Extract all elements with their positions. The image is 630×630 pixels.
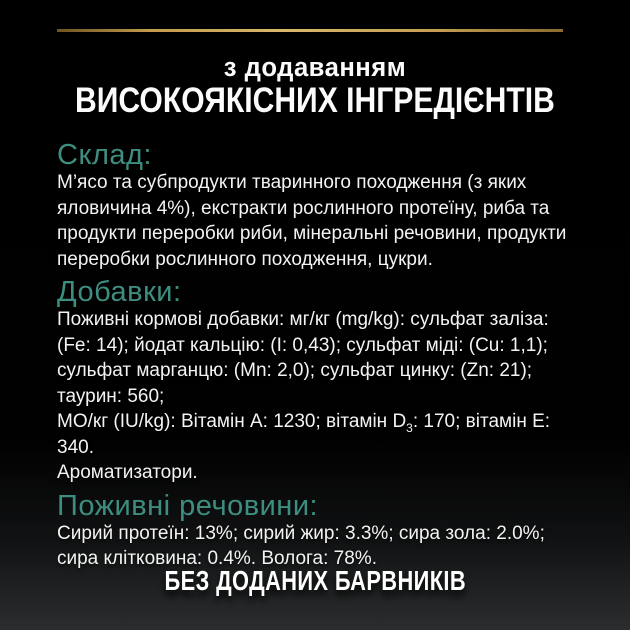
- nutrients-text: Сирий протеїн: 13%; сирий жир: 3.3%; сира зола: 2.0%; сира клітковина: 0.4%. Волога: 78%.: [57, 522, 545, 569]
- additives-vitamins-text: [57, 409, 580, 460]
- footer-claim: [0, 566, 630, 596]
- title-block: [0, 52, 630, 119]
- gold-divider-line: [57, 29, 563, 32]
- composition-heading: Склад:: [57, 139, 152, 171]
- composition-text: М’ясо та субпродукти тваринного походження (з яких яловичина 4%), екстракти рослинного протеїну, риба та продукти переробки риби, мінеральні речовини, продукти переробки рослинного походження, цукри.: [57, 172, 567, 270]
- additives-heading: Добавки:: [57, 276, 182, 308]
- section-composition: [57, 140, 580, 272]
- label-content: [57, 140, 580, 572]
- title-line-2-wrap: [0, 82, 630, 119]
- title-line-1: з додаванням: [223, 52, 407, 82]
- additives-nutritional-text: Поживні кормові добавки: мг/кг (mg/kg): сульфат заліза: (Fe: 14); йодат кальцію: (I: 0,43); сульфат міді: (Cu: 1,1); сульфат марганцю: (Mn: 2,0); сульфат цинку: (Zn: 21); таурин: 560;: [57, 309, 549, 407]
- section-nutrients: [57, 491, 580, 572]
- additives-flavourings-text: Ароматизатори.: [57, 462, 198, 483]
- vitamin-d3-subscript: 3: [406, 421, 413, 435]
- vitamins-text-suffix: : 170; вітамін Е: 340.: [57, 411, 551, 458]
- nutrients-heading: Поживні речовини:: [57, 489, 319, 522]
- vitamins-text-prefix: МО/кг (IU/kg): Вітамін А: 1230; вітамін D: [57, 411, 407, 432]
- title-line-1-wrap: [0, 52, 630, 82]
- no-colorants-claim: БЕЗ ДОДАНИХ БАРВНИКІВ: [164, 565, 466, 596]
- title-line-2: ВИСОКОЯКІСНИХ ІНГРЕДІЄНТІВ: [75, 81, 555, 120]
- section-additives: [57, 277, 580, 486]
